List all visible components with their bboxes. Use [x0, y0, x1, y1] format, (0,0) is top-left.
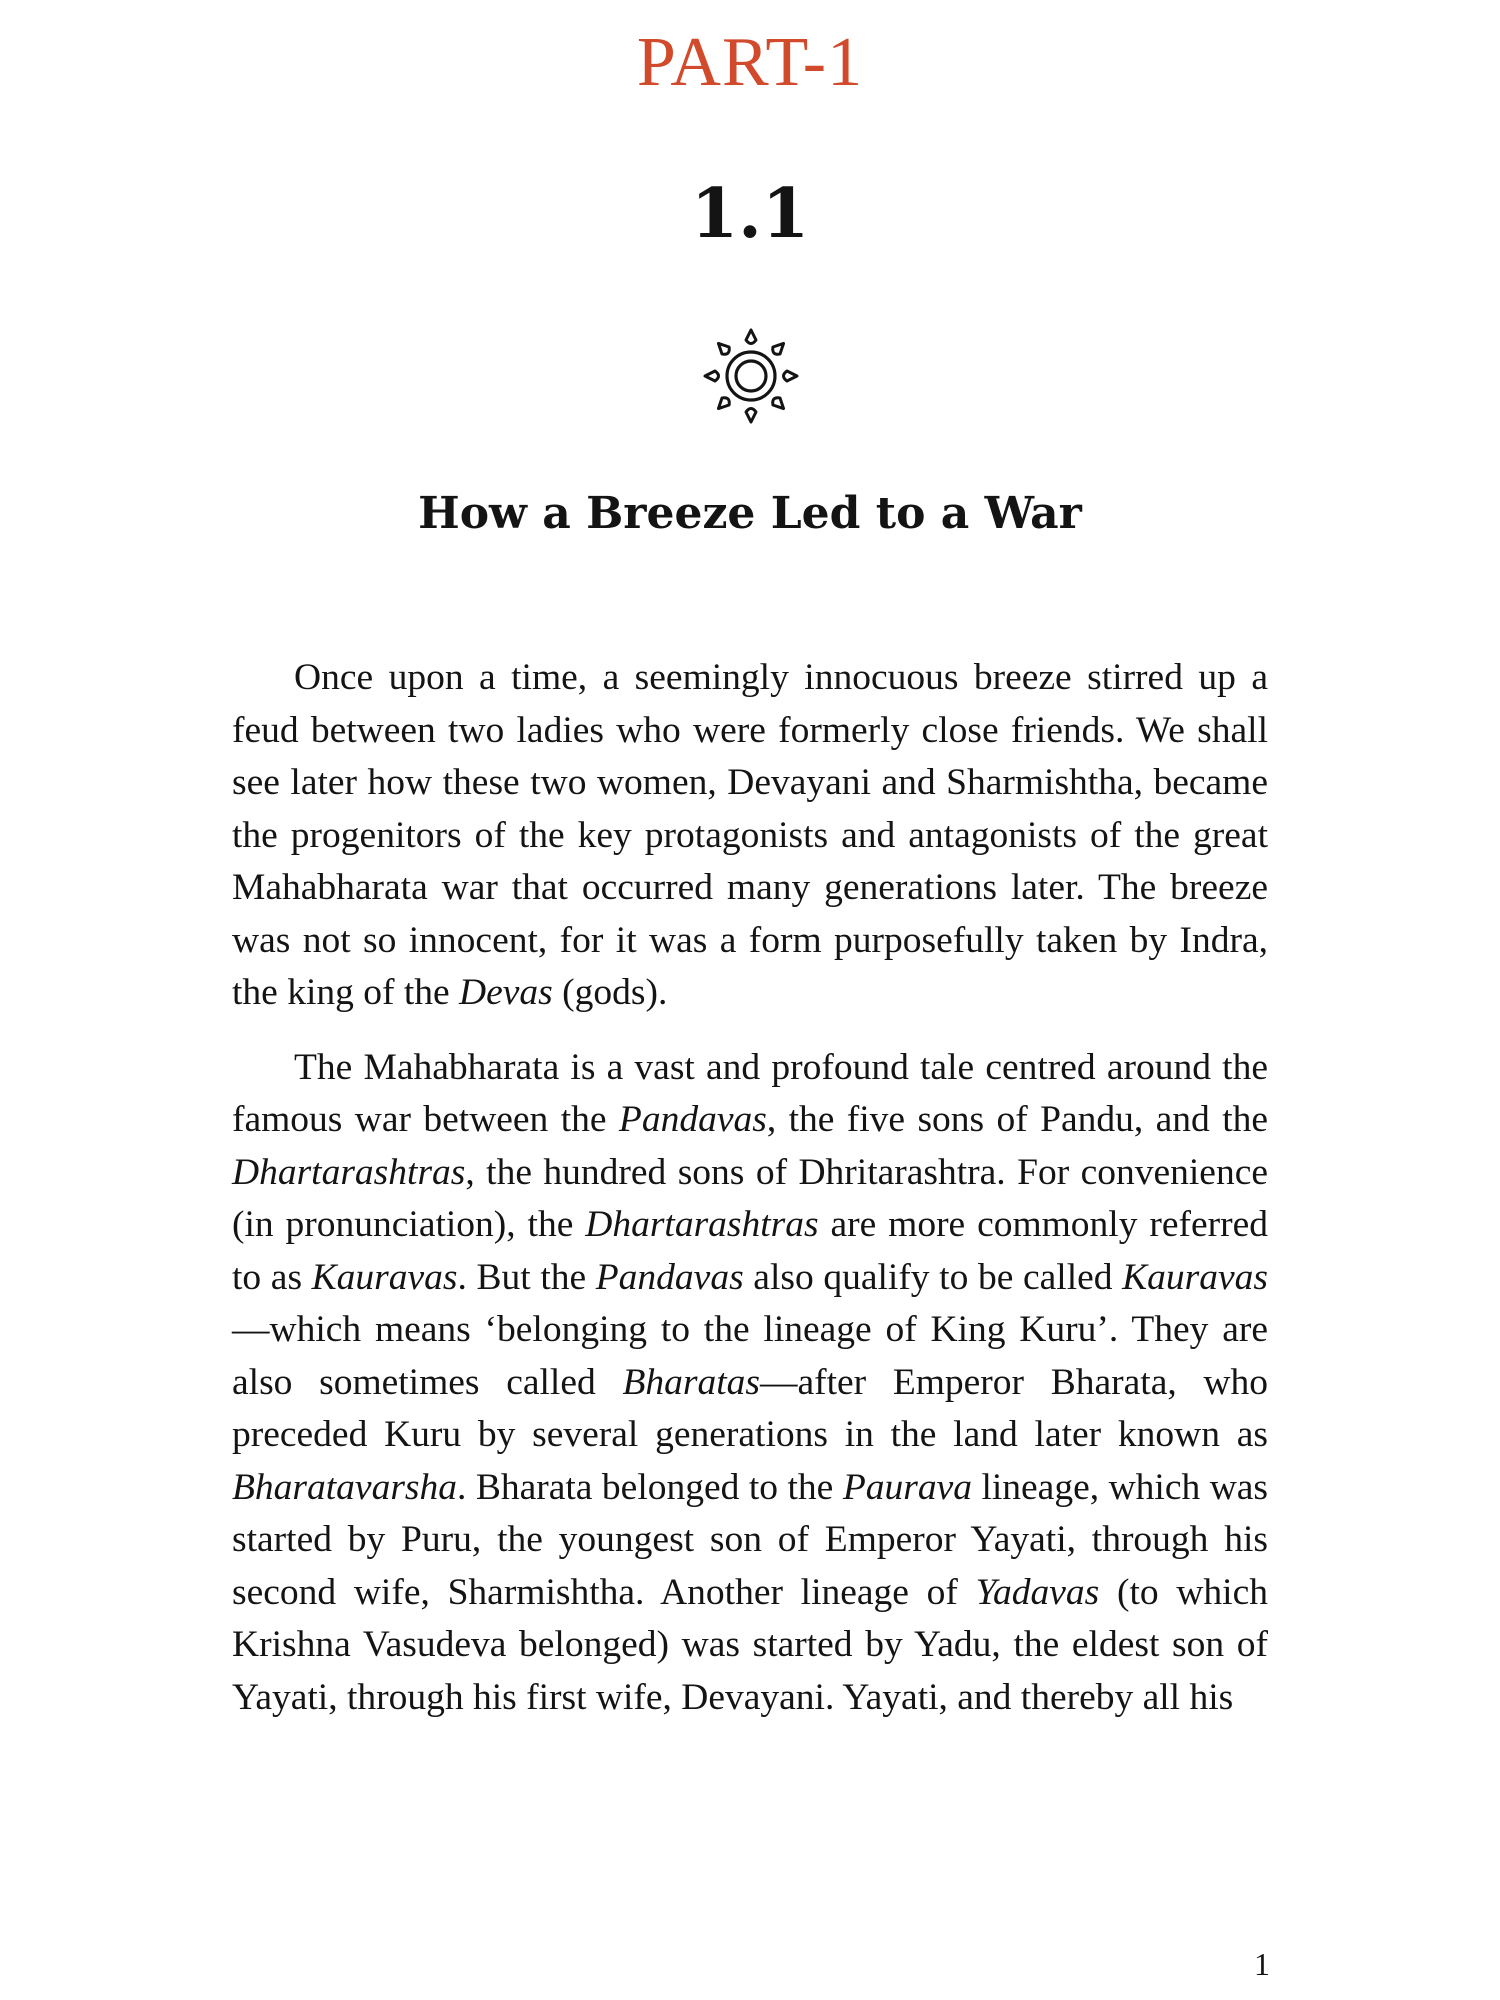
text-run: lineage, which was started by Puru, the youngest son of Emperor Yayati, through his second wife, Sharmishtha. Another lineage of [232, 1466, 1269, 1613]
text-run: also qualify to be called [743, 1256, 1123, 1298]
text-run: . Bharata belonged to the [457, 1466, 843, 1508]
italic-term: Kauravas [1122, 1256, 1268, 1298]
page-number: 1 [1254, 1946, 1270, 1982]
text-run: (to which Krishna Vasudeva belonged) was started by Yadu, the eldest son of Yayati, through his first wife, Devayani. Yayati, and thereby all his [232, 1571, 1268, 1718]
text-run: —after Emperor Bharata, who preceded Kuru by several generations in the land later known as [232, 1361, 1268, 1455]
text-run: . But the [457, 1256, 596, 1298]
italic-term: Kauravas [311, 1256, 458, 1298]
paragraph-2 [232, 1042, 1268, 1725]
text-run: are more commonly referred to as [232, 1204, 1268, 1298]
text-run: Once upon a time, a seemingly innocuous breeze stirred up a feud between two ladies who were formerly close friends. We shall see later how these two women, Devayani and Sharmishtha, became the progenitors of the key protagonists and antagonists of the great Mahabharata war that occurred many generations later. The breeze was not so innocent, for it was a form purposefully taken by Indra, the king of the [232, 657, 1268, 1013]
italic-term: Devas [459, 972, 553, 1013]
body-text [232, 652, 1268, 1746]
text-run: , the five sons of Pandu, and the [766, 1099, 1269, 1140]
italic-term: Bharatas [622, 1361, 760, 1403]
italic-term: Dhartarashtras [232, 1151, 466, 1193]
paragraph-1 [232, 652, 1268, 1020]
italic-term: Bharatavarsha [232, 1466, 457, 1508]
text-run: (gods). [552, 972, 668, 1013]
part-title: PART-1 [636, 24, 864, 101]
chapter-number: 1.1 [690, 174, 810, 254]
italic-term: Pandavas [618, 1099, 767, 1140]
text-run: , the hundred sons of Dhritarashtra. For convenience (in pronunciation), the [232, 1151, 1268, 1245]
italic-term: Pandavas [595, 1256, 744, 1298]
text-run: —which means ‘belonging to the lineage of King Kuru’. They are also sometimes called [232, 1309, 1268, 1403]
sun-ornament-icon [693, 318, 809, 434]
italic-term: Dhartarashtras [585, 1204, 819, 1245]
italic-term: Yadavas [975, 1571, 1100, 1613]
italic-term: Paurava [842, 1466, 972, 1508]
text-run: The Mahabharata is a vast and profound tale centred around the famous war between the [232, 1046, 1268, 1140]
chapter-title: How a Breeze Led to a War [418, 488, 1082, 539]
